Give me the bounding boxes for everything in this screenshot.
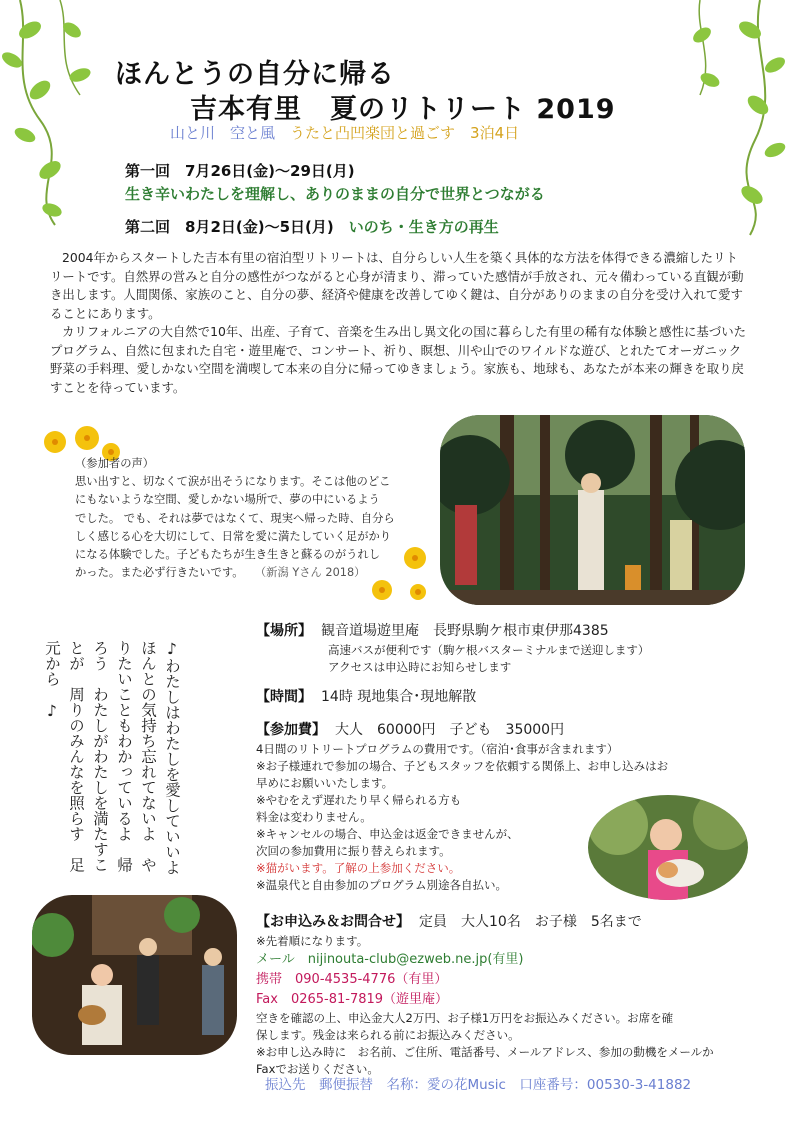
voice-line: 思い出すと、切なくて涙が出そうになります。そこは他のどこ	[75, 475, 391, 489]
session-second-theme: いのち・生き方の再生	[348, 218, 499, 236]
place-value: 観音道場遊里庵 長野県駒ケ根市東伊那4385	[321, 623, 609, 639]
title-line-2: 吉本有里 夏のリトリート 2019	[190, 94, 616, 125]
participant-voice	[75, 455, 395, 582]
apply-note: Faxでお送りください。	[256, 1062, 379, 1076]
apply-first-come: ※先着順になります。	[256, 934, 369, 948]
apply-capacity: 定員 大人10名 お子様 5名まで	[419, 914, 642, 930]
session-second: 第二回 8月2日(金)～5日(月)	[125, 218, 334, 236]
forest-concert-photo	[440, 415, 745, 605]
apply-label: 【お申込み＆お問合せ】	[256, 914, 403, 930]
place-note: アクセスは申込時にお知らせします	[328, 660, 512, 674]
time-label: 【時間】	[256, 689, 305, 705]
subtitle	[170, 122, 519, 143]
place-section	[256, 617, 756, 676]
fee-note: 次回の参加費用に振り替えられます。	[256, 844, 451, 858]
apply-section	[256, 908, 746, 1078]
fee-note-cat: ※猫がいます。了解の上参加ください。	[256, 861, 461, 875]
contact-list	[256, 950, 746, 1010]
voice-line: になる体験でした。子どもたちが生き生きと蘇るのがうれし	[75, 548, 381, 562]
contact-fax: Fax 0265-81-7819（遊里庵）	[256, 992, 449, 1007]
fee-note: ※やむをえず遅れたり早く帰られる方も	[256, 793, 462, 807]
session-second-row	[125, 216, 499, 237]
voice-line-end: かった。また必ず行きたいです。	[75, 566, 238, 580]
vertical-poem: ♪わたしはわたしを愛していいよ ほんとの気持ち忘れてないよ やりたいこともわかっているよ 帰ろう わたしがわたしを満たすことが 周りのみんなを照らす 足元から ♪	[43, 640, 181, 891]
contact-phone[interactable]: 携帯 090-4535-4776（有里）	[256, 972, 448, 987]
bank-transfer-info: 振込先 郵便振替 名称：愛の花Music 口座番号：00530-3-41882	[265, 1077, 692, 1093]
vine-right-decoration	[640, 0, 794, 240]
fee-value: 大人 60000円 子ども 35000円	[335, 722, 565, 738]
contact-email[interactable]: メール nijinouta-club@ezweb.ne.jp(有里)	[256, 952, 524, 967]
vine-left-decoration	[0, 0, 130, 230]
intro-paragraph-2: カリフォルニアの大自然で10年、出産、子育て、音楽を生み出し異文化の国に暮らした有里の稀有な体験と感性に基づいたプログラム、自然に包まれた自宅・遊里庵で、コンサート、祈り、瞑想、川や山でのワイルドな遊び、とれたてオーガニック野菜の手料理、愛しかない空間を満喫して本来の自分に帰ってゆきましょう。家族も、地球も、あなたが本来の輝きを取り戻すことを待っています。	[50, 324, 746, 395]
title-line-1: ほんとうの自分に帰る	[115, 59, 395, 90]
place-label: 【場所】	[256, 623, 305, 639]
subtitle-blue: 山と川 空と風	[170, 124, 276, 142]
person-with-cat-photo	[588, 795, 748, 900]
voice-line: にもないような空間、愛しかない場所で、夢の中にいるよう	[75, 493, 380, 507]
intro-paragraph-1: 2004年からスタートした吉本有里の宿泊型リトリートは、自分らしい人生を築く具体的な方法を体得できる濃縮したリトリートです。自然界の営みと自分の感性がつながると心身が清まり、滞っていた感情が手放され、元々備わっている直観が動き出します。人間関係、家族のこと、自分の夢、経済や健康を改善してゆく鍵は、自分がありのままの自分を受け入れて愛することにあります。	[50, 250, 744, 321]
indoor-music-photo	[32, 895, 237, 1055]
fee-label: 【参加費】	[256, 722, 319, 738]
subtitle-gold: うたと凸凹楽団と過ごす 3泊4日	[290, 124, 520, 142]
time-value: 14時 現地集合･現地解散	[321, 689, 477, 705]
fee-note: ※お子様連れで参加の場合、子どもスタッフを依頼する関係上、お申し込みはお	[256, 759, 669, 773]
fee-note: 4日間のリトリートプログラムの費用です。（宿泊･食事が含まれます）	[256, 742, 619, 756]
apply-note: ※お申し込み時に お名前、ご住所、電話番号、メールアドレス、参加の動機をメールか	[256, 1045, 714, 1059]
voice-line: でした。 でも、それは夢ではなくて、現実へ帰った時、自分ら	[75, 511, 395, 525]
time-section	[256, 683, 756, 706]
fee-note: ※キャンセルの場合、申込金は返金できませんが、	[256, 827, 519, 841]
place-note: 高速バスが便利です（駒ケ根バスターミナルまで送迎します）	[328, 643, 650, 657]
session-first-theme: 生き辛いわたしを理解し、ありのままの自分で世界とつながる	[125, 185, 545, 203]
fee-note: 料金は変わりません。	[256, 810, 372, 824]
voice-heading: （参加者の声）	[75, 457, 155, 470]
apply-note: 保します。残金は来られる前にお振込みください。	[256, 1028, 520, 1042]
intro-text	[50, 249, 750, 397]
voice-line: しく感じる心を大切にして、日常を愛に満たしていく足がかり	[75, 529, 392, 543]
fee-note: ※温泉代と自由参加のプログラム別途各自払い。	[256, 878, 508, 892]
voice-line	[75, 564, 395, 582]
fee-note: 早めにお願いいたします。	[256, 776, 394, 790]
apply-note: 空きを確認の上、申込金大人2万円、お子様1万円をお振込みください。お席を確	[256, 1011, 674, 1025]
session-first: 第一回 7月26日(金)～29日(月)	[125, 162, 355, 180]
voice-signature: （新潟 Yさん 2018）	[260, 566, 366, 580]
